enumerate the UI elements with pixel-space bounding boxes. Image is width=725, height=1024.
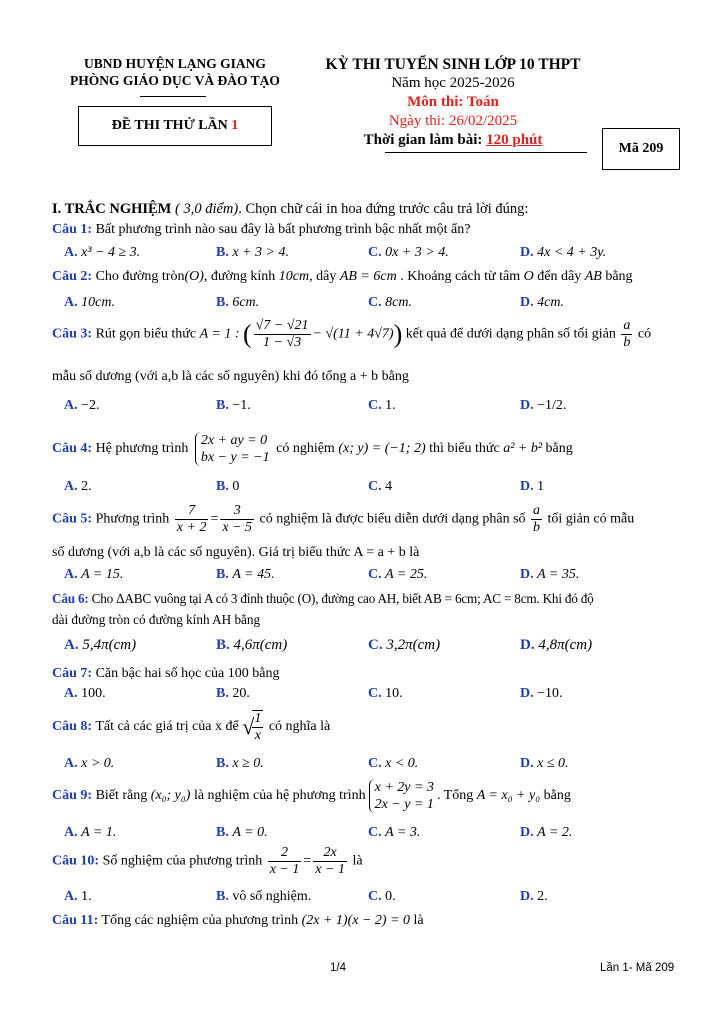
- text: Cho đường tròn: [95, 269, 185, 284]
- question-5: [52, 503, 692, 536]
- option-b[interactable]: B. vô số nghiệm.: [216, 889, 312, 904]
- question-10: [52, 845, 363, 878]
- question-8: [52, 710, 330, 744]
- exam-info: [318, 55, 588, 150]
- question-1-options: [0, 245, 725, 263]
- text: là nghiệm của hệ phương trình: [193, 788, 366, 804]
- district-name: UBND HUYỆN LẠNG GIANG: [84, 56, 266, 71]
- question-7: [52, 665, 279, 683]
- exam-time: [318, 131, 588, 150]
- text: . Tổng: [436, 788, 474, 804]
- question-text: Căn bậc hai số học của 100 bằng: [95, 666, 280, 681]
- text: bằng: [543, 788, 571, 804]
- math: AB = 6cm: [339, 269, 397, 284]
- math: (x; y) = (−1; 2): [338, 441, 426, 457]
- question-label: Câu 5:: [52, 511, 93, 527]
- option-d[interactable]: D. 4cm.: [520, 295, 564, 310]
- option-c[interactable]: C. 8cm.: [368, 295, 412, 310]
- question-2: [52, 268, 682, 286]
- question-10-options: [0, 889, 725, 907]
- question-7-options: [0, 686, 725, 704]
- text: , dây: [309, 269, 337, 284]
- option-d[interactable]: D. 1: [520, 479, 545, 494]
- question-4-options: [0, 479, 725, 497]
- footer-code: Lần 1- Mã 209: [600, 962, 675, 974]
- exam-code-box: [602, 128, 680, 170]
- question-3: [52, 318, 682, 351]
- time-rule: [385, 152, 587, 153]
- question-3-line2: mẫu số dương (với a,b là các số nguyên) khi đó tổng a + b bằng: [52, 369, 409, 384]
- text: kết quả để dưới dạng phân số tối giản: [405, 326, 616, 342]
- fraction: $\frac{a}{b}$: [623, 318, 631, 350]
- question-label: Câu 4:: [52, 441, 93, 457]
- question-label: Câu 7:: [52, 666, 93, 681]
- text: đến dây: [537, 269, 582, 284]
- paren-close: ): [393, 319, 403, 349]
- option-a[interactable]: A. 1.: [64, 889, 92, 904]
- text: có nghiệm: [276, 441, 335, 457]
- option-b[interactable]: B. A = 45.: [216, 567, 275, 582]
- paren-open: (: [243, 319, 252, 349]
- text: tối giản có mẫu: [547, 511, 635, 527]
- math: a² + b²: [503, 441, 543, 457]
- question-text: Bất phương trình nào sau đây là bất phương trình bậc nhất một ẩn?: [95, 222, 471, 237]
- question-label: Câu 1:: [52, 222, 93, 237]
- option-c[interactable]: C. 0x + 3 > 4.: [368, 245, 449, 260]
- option-d[interactable]: D. 4,8π(cm): [520, 637, 593, 653]
- math: − √(11 + 4√7): [312, 326, 394, 342]
- option-b[interactable]: B. 6cm.: [216, 295, 260, 310]
- text: có: [637, 326, 652, 342]
- question-label: Câu 2:: [52, 269, 93, 284]
- question-6-options: [0, 637, 725, 657]
- text: Tất cả các giá trị của x để: [95, 719, 239, 735]
- time-label: Thời gian làm bài:: [363, 132, 483, 148]
- question-9-options: [0, 825, 725, 843]
- text: Biết rằng: [95, 788, 148, 804]
- fraction: $\frac{1}{x}$: [254, 711, 262, 743]
- department-name: PHÒNG GIÁO DỤC VÀ ĐÀO TẠO: [70, 73, 280, 88]
- question-6: [52, 590, 692, 608]
- option-d[interactable]: D. 4x < 4 + 3y.: [520, 245, 607, 260]
- option-a[interactable]: A. 2.: [64, 479, 92, 494]
- section-heading: I. TRẮC NGHIỆM: [52, 201, 172, 217]
- text: Số nghiệm của phương trình: [102, 853, 263, 869]
- header-rule: [140, 96, 206, 97]
- question-label: Câu 9:: [52, 788, 93, 804]
- text: thì biểu thức: [429, 441, 500, 457]
- text: Cho ΔABC vuông tại A có 3 đỉnh thuộc (O), đường cao AH, biết AB = 6cm; AC = 8cm. Khi đó độ: [91, 591, 594, 606]
- math: AB: [584, 269, 602, 284]
- option-b[interactable]: B. x + 3 > 4.: [216, 245, 289, 260]
- section-instruction: . Chọn chữ cái in hoa đứng trước câu trả lời đúng:: [238, 201, 529, 217]
- option-c[interactable]: C. A = 3.: [368, 825, 421, 840]
- fraction: $\frac{2x}{x - 1}$: [315, 845, 345, 877]
- math: (2x + 1)(x − 2) = 0: [301, 913, 411, 928]
- option-c[interactable]: C. 3,2π(cm): [368, 637, 441, 653]
- option-d[interactable]: D. 2.: [520, 889, 548, 904]
- option-d[interactable]: D. −10.: [520, 686, 563, 701]
- option-a[interactable]: A. x³ − 4 ≥ 3.: [64, 245, 141, 260]
- math: A = 1 :: [199, 326, 240, 342]
- option-d[interactable]: D. A = 35.: [520, 567, 580, 582]
- text: bằng: [605, 269, 633, 284]
- text: bằng: [545, 441, 573, 457]
- question-label: Câu 11:: [52, 913, 99, 928]
- option-c[interactable]: C. A = 25.: [368, 567, 428, 582]
- option-b[interactable]: B. 20.: [216, 686, 250, 701]
- option-c[interactable]: C. 4: [368, 479, 393, 494]
- text: Phương trình: [95, 511, 170, 527]
- exam-number: 1: [231, 118, 239, 133]
- fraction: $\frac{7}{x + 2}$: [176, 503, 207, 535]
- question-6-line2: dài đường tròn có đường kính AH bằng: [52, 612, 261, 627]
- option-a[interactable]: A. 5,4π(cm): [64, 637, 137, 653]
- fraction: $\frac{2}{x - 1}$: [269, 845, 300, 877]
- question-2-options: [0, 295, 725, 313]
- question-label: Câu 10:: [52, 853, 100, 869]
- option-c[interactable]: C. 0.: [368, 889, 396, 904]
- math: =: [303, 853, 312, 869]
- radical-sign: √: [242, 714, 255, 739]
- option-b[interactable]: B. −1.: [216, 398, 251, 413]
- math: A = x₀ + y₀: [476, 788, 541, 804]
- school-year: Năm học 2025-2026: [391, 75, 515, 91]
- fraction: $\frac{a}{b}$: [533, 503, 541, 535]
- equation-system: 2x + ay = 0 bx − y = −1: [195, 432, 270, 466]
- section-points: ( 3,0 điểm): [175, 201, 239, 217]
- text: . Khoảng cách từ tâm: [400, 269, 521, 284]
- exam-title: KỲ THI TUYỂN SINH LỚP 10 THPT: [325, 56, 581, 73]
- question-4: [52, 432, 682, 466]
- option-c[interactable]: C. 10.: [368, 686, 403, 701]
- option-a[interactable]: A. 100.: [64, 686, 106, 701]
- math: 10cm: [278, 269, 310, 284]
- math: (x₀; y₀): [150, 788, 191, 804]
- math: (O): [184, 269, 204, 284]
- question-label: Câu 3:: [52, 326, 93, 342]
- fraction: $\frac{√7 - √21}{1 - √3}$: [255, 318, 309, 350]
- option-a[interactable]: A. −2.: [64, 398, 100, 413]
- text: có nghĩa là: [268, 719, 331, 735]
- question-1: [52, 221, 470, 239]
- question-11: [52, 912, 424, 930]
- option-c[interactable]: C. 1.: [368, 398, 396, 413]
- option-a[interactable]: A. A = 1.: [64, 825, 117, 840]
- option-d[interactable]: D. −1/2.: [520, 398, 567, 413]
- math: =: [210, 511, 219, 527]
- option-a[interactable]: A. x > 0.: [64, 756, 115, 771]
- subject: Môn thi: Toán: [407, 94, 499, 110]
- math: O: [523, 269, 534, 284]
- text: Hệ phương trình: [95, 441, 189, 457]
- option-b[interactable]: B. 4,6π(cm): [216, 637, 288, 653]
- question-3-options: [0, 398, 725, 416]
- option-a[interactable]: A. 10cm.: [64, 295, 115, 310]
- option-b[interactable]: B. x ≥ 0.: [216, 756, 264, 771]
- question-5-options: [0, 567, 725, 585]
- text: Rút gọn biểu thức: [95, 326, 197, 342]
- option-a[interactable]: A. A = 15.: [64, 567, 124, 582]
- text: là: [352, 853, 363, 869]
- text: , đường kính: [203, 269, 276, 284]
- department-header: [40, 55, 310, 89]
- exam-label-box: [78, 106, 272, 146]
- question-8-options: [0, 756, 725, 774]
- option-d[interactable]: D. A = 2.: [520, 825, 573, 840]
- equation-system: x + 2y = 3 2x − y = 1: [369, 779, 434, 813]
- question-label: Câu 6:: [52, 591, 89, 606]
- question-9: [52, 779, 692, 813]
- question-5-line2: số dương (với a,b là các số nguyên). Giá trị biểu thức A = a + b là: [52, 545, 420, 560]
- question-label: Câu 8:: [52, 719, 93, 735]
- text: là: [413, 913, 424, 928]
- option-d[interactable]: D. x ≤ 0.: [520, 756, 569, 771]
- section-title: [52, 200, 528, 218]
- text: Tổng các nghiệm của phương trình: [101, 913, 299, 928]
- page-number: 1/4: [330, 962, 346, 974]
- option-c[interactable]: C. x < 0.: [368, 756, 419, 771]
- text: có nghiệm là được biểu diễn dưới dạng phân số: [259, 511, 526, 527]
- exam-label: ĐỀ THI THỬ LẦN: [111, 118, 228, 133]
- time-value: 120 phút: [486, 132, 543, 148]
- option-b[interactable]: B. A = 0.: [216, 825, 268, 840]
- exam-code: Mã 209: [618, 141, 664, 156]
- exam-date: Ngày thi: 26/02/2025: [388, 113, 518, 129]
- fraction: $\frac{3}{x - 5}$: [222, 503, 253, 535]
- option-b[interactable]: B. 0: [216, 479, 240, 494]
